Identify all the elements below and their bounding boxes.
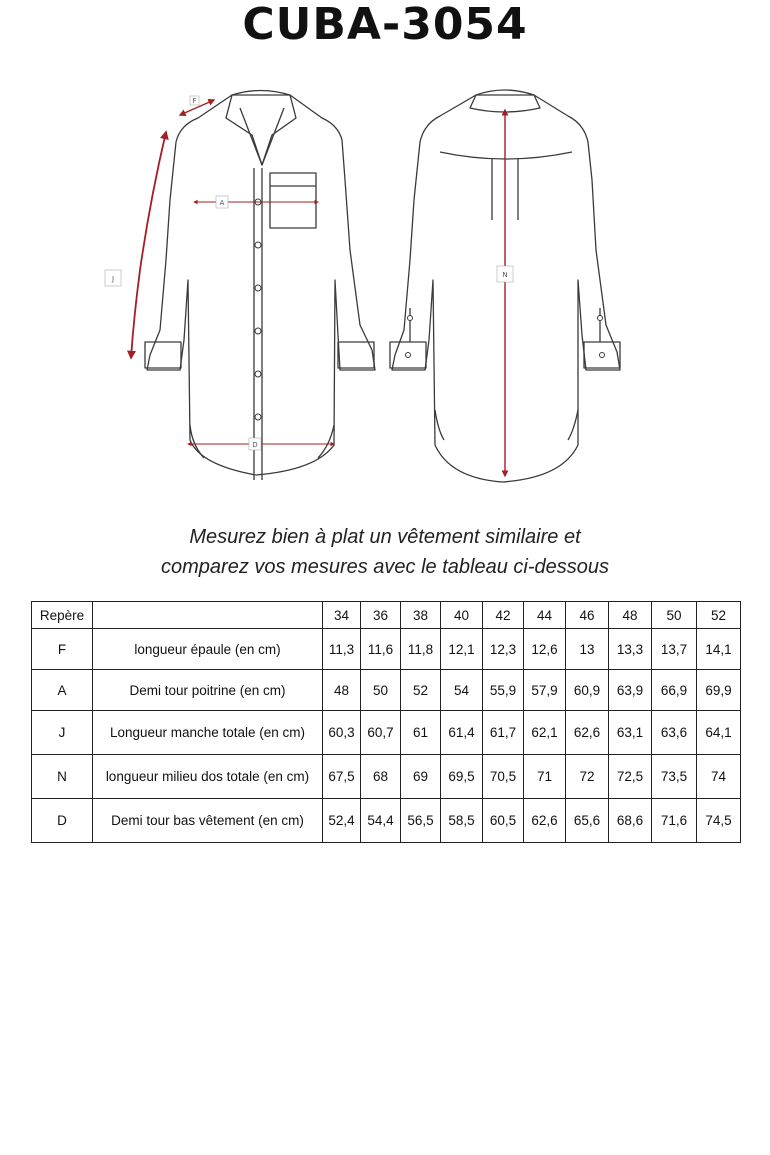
table-cell: 12,6 <box>524 629 566 670</box>
size-chart-table <box>31 601 741 843</box>
table-cell: 62,1 <box>524 711 566 755</box>
table-cell: 74,5 <box>697 799 741 843</box>
table-cell: 55,9 <box>483 670 524 711</box>
table-cell: 52 <box>401 670 441 711</box>
table-cell: 11,8 <box>401 629 441 670</box>
label-j: J <box>111 275 115 283</box>
table-cell: 65,6 <box>566 799 609 843</box>
table-cell: 13,3 <box>609 629 652 670</box>
table-cell: 58,5 <box>441 799 483 843</box>
table-cell: 72 <box>566 755 609 799</box>
table-cell: 54,4 <box>361 799 401 843</box>
row-mark: N <box>32 755 93 799</box>
row-mark: J <box>32 711 93 755</box>
size-header: 50 <box>652 602 697 629</box>
table-cell: 68,6 <box>609 799 652 843</box>
size-header: 34 <box>323 602 361 629</box>
table-cell: 68 <box>361 755 401 799</box>
table-cell: 11,6 <box>361 629 401 670</box>
table-row <box>32 755 741 799</box>
table-cell: 67,5 <box>323 755 361 799</box>
table-cell: 74 <box>697 755 741 799</box>
table-cell: 12,1 <box>441 629 483 670</box>
instruction-line-2: comparez vos mesures avec le tableau ci-dessous <box>161 556 609 578</box>
row-label: Demi tour bas vêtement (en cm) <box>93 799 323 843</box>
garment-sketch <box>0 80 770 490</box>
table-cell: 14,1 <box>697 629 741 670</box>
front-buttons <box>255 199 261 420</box>
label-a: A <box>219 199 225 207</box>
table-cell: 61,7 <box>483 711 524 755</box>
table-cell: 71,6 <box>652 799 697 843</box>
table-cell: 69,5 <box>441 755 483 799</box>
table-cell: 69,9 <box>697 670 741 711</box>
table-cell: 62,6 <box>566 711 609 755</box>
table-cell: 66,9 <box>652 670 697 711</box>
table-cell: 50 <box>361 670 401 711</box>
row-label: longueur milieu dos totale (en cm) <box>93 755 323 799</box>
header-blank <box>93 602 323 629</box>
table-row <box>32 799 741 843</box>
table-cell: 60,7 <box>361 711 401 755</box>
table-cell: 70,5 <box>483 755 524 799</box>
table-cell: 13 <box>566 629 609 670</box>
back-measure-labels <box>497 266 513 282</box>
row-label: Longueur manche totale (en cm) <box>93 711 323 755</box>
table-cell: 62,6 <box>524 799 566 843</box>
measure-instructions <box>0 522 770 582</box>
table-cell: 71 <box>524 755 566 799</box>
row-mark: D <box>32 799 93 843</box>
size-header: 44 <box>524 602 566 629</box>
header-repere: Repère <box>32 602 93 629</box>
table-cell: 60,3 <box>323 711 361 755</box>
table-cell: 72,5 <box>609 755 652 799</box>
size-header: 36 <box>361 602 401 629</box>
table-cell: 54 <box>441 670 483 711</box>
row-mark: F <box>32 629 93 670</box>
table-cell: 61,4 <box>441 711 483 755</box>
table-cell: 13,7 <box>652 629 697 670</box>
table-cell: 52,4 <box>323 799 361 843</box>
row-label: longueur épaule (en cm) <box>93 629 323 670</box>
table-row <box>32 629 741 670</box>
table-cell: 60,9 <box>566 670 609 711</box>
label-n: N <box>502 271 508 279</box>
table-cell: 11,3 <box>323 629 361 670</box>
table-cell: 57,9 <box>524 670 566 711</box>
size-header: 52 <box>697 602 741 629</box>
table-header-row <box>32 602 741 629</box>
table-cell: 60,5 <box>483 799 524 843</box>
size-header: 42 <box>483 602 524 629</box>
table-cell: 61 <box>401 711 441 755</box>
table-cell: 12,3 <box>483 629 524 670</box>
table-cell: 64,1 <box>697 711 741 755</box>
front-measure-labels <box>105 96 261 450</box>
table-cell: 48 <box>323 670 361 711</box>
table-cell: 63,6 <box>652 711 697 755</box>
size-header: 38 <box>401 602 441 629</box>
table-cell: 63,9 <box>609 670 652 711</box>
size-header: 40 <box>441 602 483 629</box>
table-cell: 63,1 <box>609 711 652 755</box>
row-label: Demi tour poitrine (en cm) <box>93 670 323 711</box>
label-d: D <box>252 441 258 449</box>
instruction-line-1: Mesurez bien à plat un vêtement similaire et <box>189 526 581 548</box>
product-title: CUBA-3054 <box>242 0 528 50</box>
label-f: F <box>192 97 197 105</box>
table-row <box>32 670 741 711</box>
size-header: 48 <box>609 602 652 629</box>
table-row <box>32 711 741 755</box>
garment-diagrams <box>0 80 770 490</box>
table-cell: 73,5 <box>652 755 697 799</box>
size-header: 46 <box>566 602 609 629</box>
row-mark: A <box>32 670 93 711</box>
table-cell: 69 <box>401 755 441 799</box>
front-measures <box>131 100 334 444</box>
table-cell: 56,5 <box>401 799 441 843</box>
